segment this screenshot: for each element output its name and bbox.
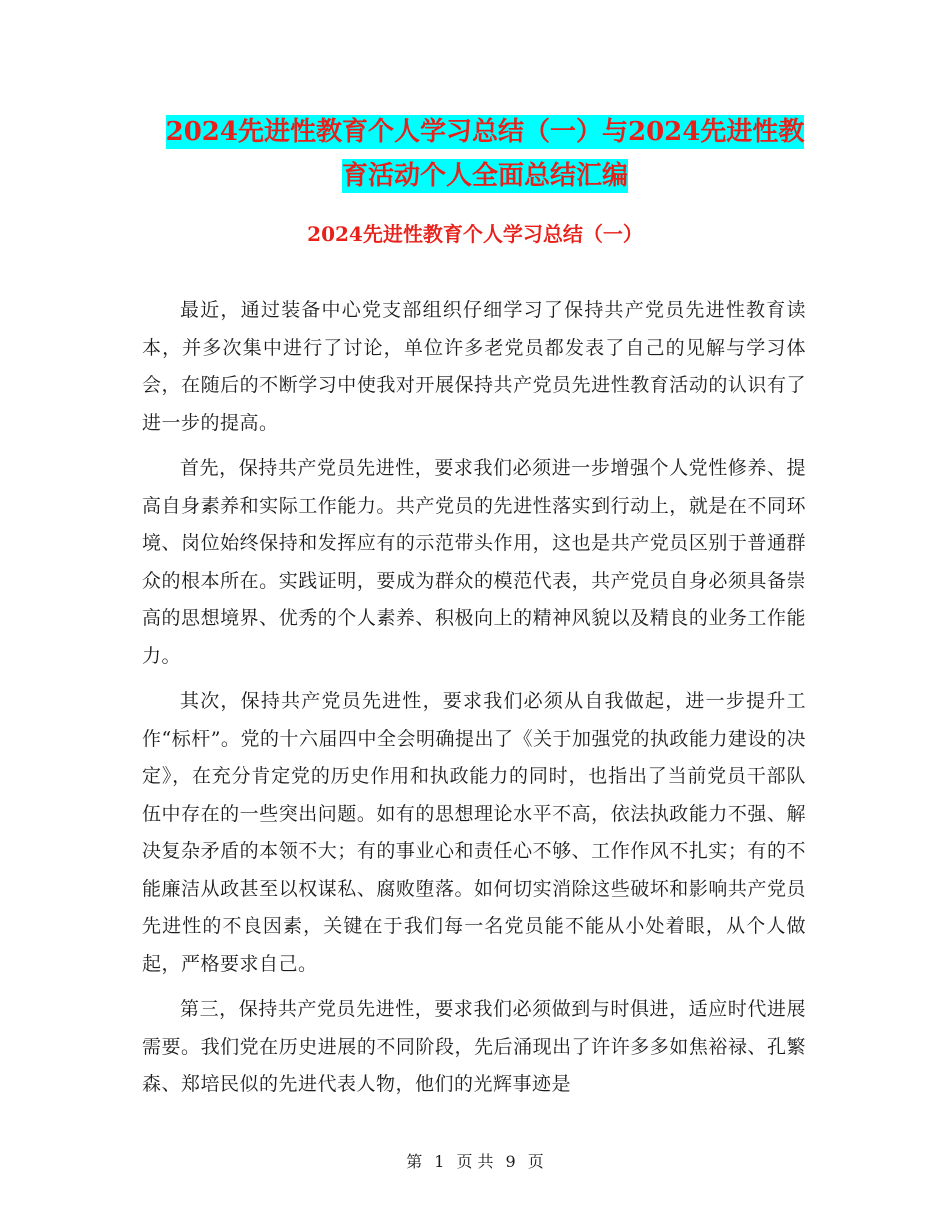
document-title-line-2: 育活动个人全面总结汇编 bbox=[341, 161, 628, 191]
page-footer bbox=[0, 1150, 950, 1174]
document-title-line-1: 2024先进性教育个人学习总结（一）与2024先进性教 bbox=[165, 117, 805, 147]
footer-suffix: 页 bbox=[527, 1152, 544, 1171]
section-title: 2024先进性教育个人学习总结（一） bbox=[307, 222, 643, 246]
footer-prefix: 第 bbox=[406, 1152, 423, 1171]
paragraph-3: 其次，保持共产党员先进性，要求我们必须从自我做起，进一步提升工作“标杆”。党的十六届四中全会明确提出了《关于加强党的执政能力建设的决定》，在充分肯定党的历史作用和执政能力的同时，也指出了当前党员干部队伍中存在的一些突出问题。如有的思想理论水平不高，依法执政能力不强、解决复杂矛盾的本领不大；有的事业心和责任心不够、工作作风不扎实；有的不能廉洁从政甚至以权谋私、腐败堕落。如何切实消除这些破坏和影响共产党员先进性的不良因素，关键在于我们每一名党员能不能从小处着眼，从个人做起，严格要求自己。 bbox=[142, 690, 806, 975]
footer-middle: 页 共 bbox=[456, 1152, 494, 1171]
document-body bbox=[142, 292, 806, 1112]
footer-total-pages: 9 bbox=[505, 1152, 516, 1171]
paragraph-4: 第三，保持共产党员先进性，要求我们必须做到与时俱进，适应时代进展需要。我们党在历史进展的不同阶段，先后涌现出了许许多多如焦裕禄、孔繁森、郑培民似的先进代表人物，他们的光辉事迹是 bbox=[142, 998, 806, 1095]
document-title bbox=[140, 110, 830, 198]
paragraph-2: 首先，保持共产党员先进性，要求我们必须进一步增强个人党性修养、提高自身素养和实际工作能力。共产党员的先进性落实到行动上，就是在不同环境、岗位始终保持和发挥应有的示范带头作用，这也是共产党员区别于普通群众的根本所在。实践证明，要成为群众的模范代表，共产党员自身必须具备崇高的思想境界、优秀的个人素养、积极向上的精神风貌以及精良的业务工作能力。 bbox=[142, 457, 806, 667]
footer-page-number: 1 bbox=[434, 1152, 445, 1171]
paragraph-1: 最近，通过装备中心党支部组织仔细学习了保持共产党员先进性教育读本，并多次集中进行了讨论，单位许多老党员都发表了自己的见解与学习体会，在随后的不断学习中使我对开展保持共产党员先进性教育活动的认识有了进一步的提高。 bbox=[142, 299, 806, 434]
